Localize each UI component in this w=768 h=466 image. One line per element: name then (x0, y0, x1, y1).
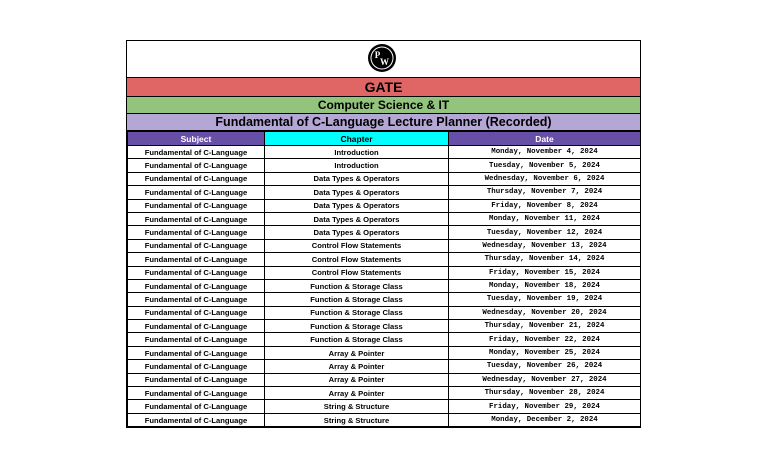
subject-cell: Fundamental of C-Language (128, 159, 265, 172)
date-cell: Thursday, November 28, 2024 (449, 387, 641, 400)
date-cell: Tuesday, November 26, 2024 (449, 360, 641, 373)
chapter-cell: Data Types & Operators (265, 212, 449, 225)
chapter-cell: Array & Pointer (265, 346, 449, 359)
chapter-cell: String & Structure (265, 400, 449, 413)
lecture-planner-sheet (126, 40, 641, 428)
subject-cell: Fundamental of C-Language (128, 373, 265, 386)
table-row (128, 293, 641, 306)
subject-cell: Fundamental of C-Language (128, 387, 265, 400)
date-cell: Tuesday, November 5, 2024 (449, 159, 641, 172)
svg-text:W: W (380, 57, 389, 67)
table-row (128, 186, 641, 199)
column-header-date: Date (449, 132, 641, 146)
schedule-table (127, 131, 641, 427)
subject-cell: Fundamental of C-Language (128, 306, 265, 319)
date-cell: Monday, November 18, 2024 (449, 279, 641, 292)
logo-row (127, 41, 640, 78)
column-header-chapter: Chapter (265, 132, 449, 146)
branch-title: Computer Science & IT (127, 97, 640, 114)
subject-cell: Fundamental of C-Language (128, 320, 265, 333)
chapter-cell: Array & Pointer (265, 373, 449, 386)
subject-cell: Fundamental of C-Language (128, 226, 265, 239)
table-row (128, 333, 641, 346)
chapter-cell: Function & Storage Class (265, 293, 449, 306)
date-cell: Tuesday, November 12, 2024 (449, 226, 641, 239)
table-row (128, 212, 641, 225)
subject-cell: Fundamental of C-Language (128, 186, 265, 199)
column-header-subject: Subject (128, 132, 265, 146)
chapter-cell: Introduction (265, 159, 449, 172)
subject-cell: Fundamental of C-Language (128, 333, 265, 346)
svg-text:P: P (374, 50, 381, 60)
date-cell: Friday, November 15, 2024 (449, 266, 641, 279)
chapter-cell: Data Types & Operators (265, 226, 449, 239)
chapter-cell: Introduction (265, 146, 449, 159)
date-cell: Wednesday, November 6, 2024 (449, 172, 641, 185)
table-row (128, 172, 641, 185)
date-cell: Monday, November 4, 2024 (449, 146, 641, 159)
table-row (128, 373, 641, 386)
subject-cell: Fundamental of C-Language (128, 212, 265, 225)
table-row (128, 199, 641, 212)
table-row (128, 226, 641, 239)
table-row (128, 306, 641, 319)
table-row (128, 279, 641, 292)
chapter-cell: Function & Storage Class (265, 306, 449, 319)
subject-cell: Fundamental of C-Language (128, 172, 265, 185)
chapter-cell: Data Types & Operators (265, 199, 449, 212)
date-cell: Monday, November 25, 2024 (449, 346, 641, 359)
subject-cell: Fundamental of C-Language (128, 400, 265, 413)
subject-cell: Fundamental of C-Language (128, 239, 265, 252)
table-row (128, 320, 641, 333)
chapter-cell: String & Structure (265, 413, 449, 426)
subject-cell: Fundamental of C-Language (128, 360, 265, 373)
exam-title: GATE (127, 78, 640, 97)
chapter-cell: Array & Pointer (265, 387, 449, 400)
chapter-cell: Data Types & Operators (265, 186, 449, 199)
chapter-cell: Control Flow Statements (265, 253, 449, 266)
date-cell: Friday, November 8, 2024 (449, 199, 641, 212)
table-row (128, 360, 641, 373)
table-header-row (128, 132, 641, 146)
table-row (128, 413, 641, 426)
date-cell: Friday, November 29, 2024 (449, 400, 641, 413)
chapter-cell: Data Types & Operators (265, 172, 449, 185)
table-row (128, 266, 641, 279)
date-cell: Wednesday, November 20, 2024 (449, 306, 641, 319)
chapter-cell: Array & Pointer (265, 360, 449, 373)
table-row (128, 146, 641, 159)
date-cell: Wednesday, November 13, 2024 (449, 239, 641, 252)
chapter-cell: Control Flow Statements (265, 266, 449, 279)
subject-cell: Fundamental of C-Language (128, 346, 265, 359)
date-cell: Friday, November 22, 2024 (449, 333, 641, 346)
subject-cell: Fundamental of C-Language (128, 279, 265, 292)
subject-cell: Fundamental of C-Language (128, 413, 265, 426)
date-cell: Thursday, November 7, 2024 (449, 186, 641, 199)
pw-logo-icon (367, 43, 397, 73)
chapter-cell: Control Flow Statements (265, 239, 449, 252)
date-cell: Thursday, November 21, 2024 (449, 320, 641, 333)
date-cell: Tuesday, November 19, 2024 (449, 293, 641, 306)
chapter-cell: Function & Storage Class (265, 333, 449, 346)
subject-cell: Fundamental of C-Language (128, 253, 265, 266)
subject-cell: Fundamental of C-Language (128, 293, 265, 306)
date-cell: Wednesday, November 27, 2024 (449, 373, 641, 386)
subject-cell: Fundamental of C-Language (128, 199, 265, 212)
planner-title: Fundamental of C-Language Lecture Planner (Recorded) (127, 114, 640, 131)
chapter-cell: Function & Storage Class (265, 279, 449, 292)
subject-cell: Fundamental of C-Language (128, 266, 265, 279)
table-row (128, 400, 641, 413)
subject-cell: Fundamental of C-Language (128, 146, 265, 159)
date-cell: Monday, December 2, 2024 (449, 413, 641, 426)
date-cell: Monday, November 11, 2024 (449, 212, 641, 225)
table-row (128, 346, 641, 359)
chapter-cell: Function & Storage Class (265, 320, 449, 333)
date-cell: Thursday, November 14, 2024 (449, 253, 641, 266)
table-row (128, 387, 641, 400)
table-row (128, 253, 641, 266)
table-row (128, 239, 641, 252)
table-row (128, 159, 641, 172)
